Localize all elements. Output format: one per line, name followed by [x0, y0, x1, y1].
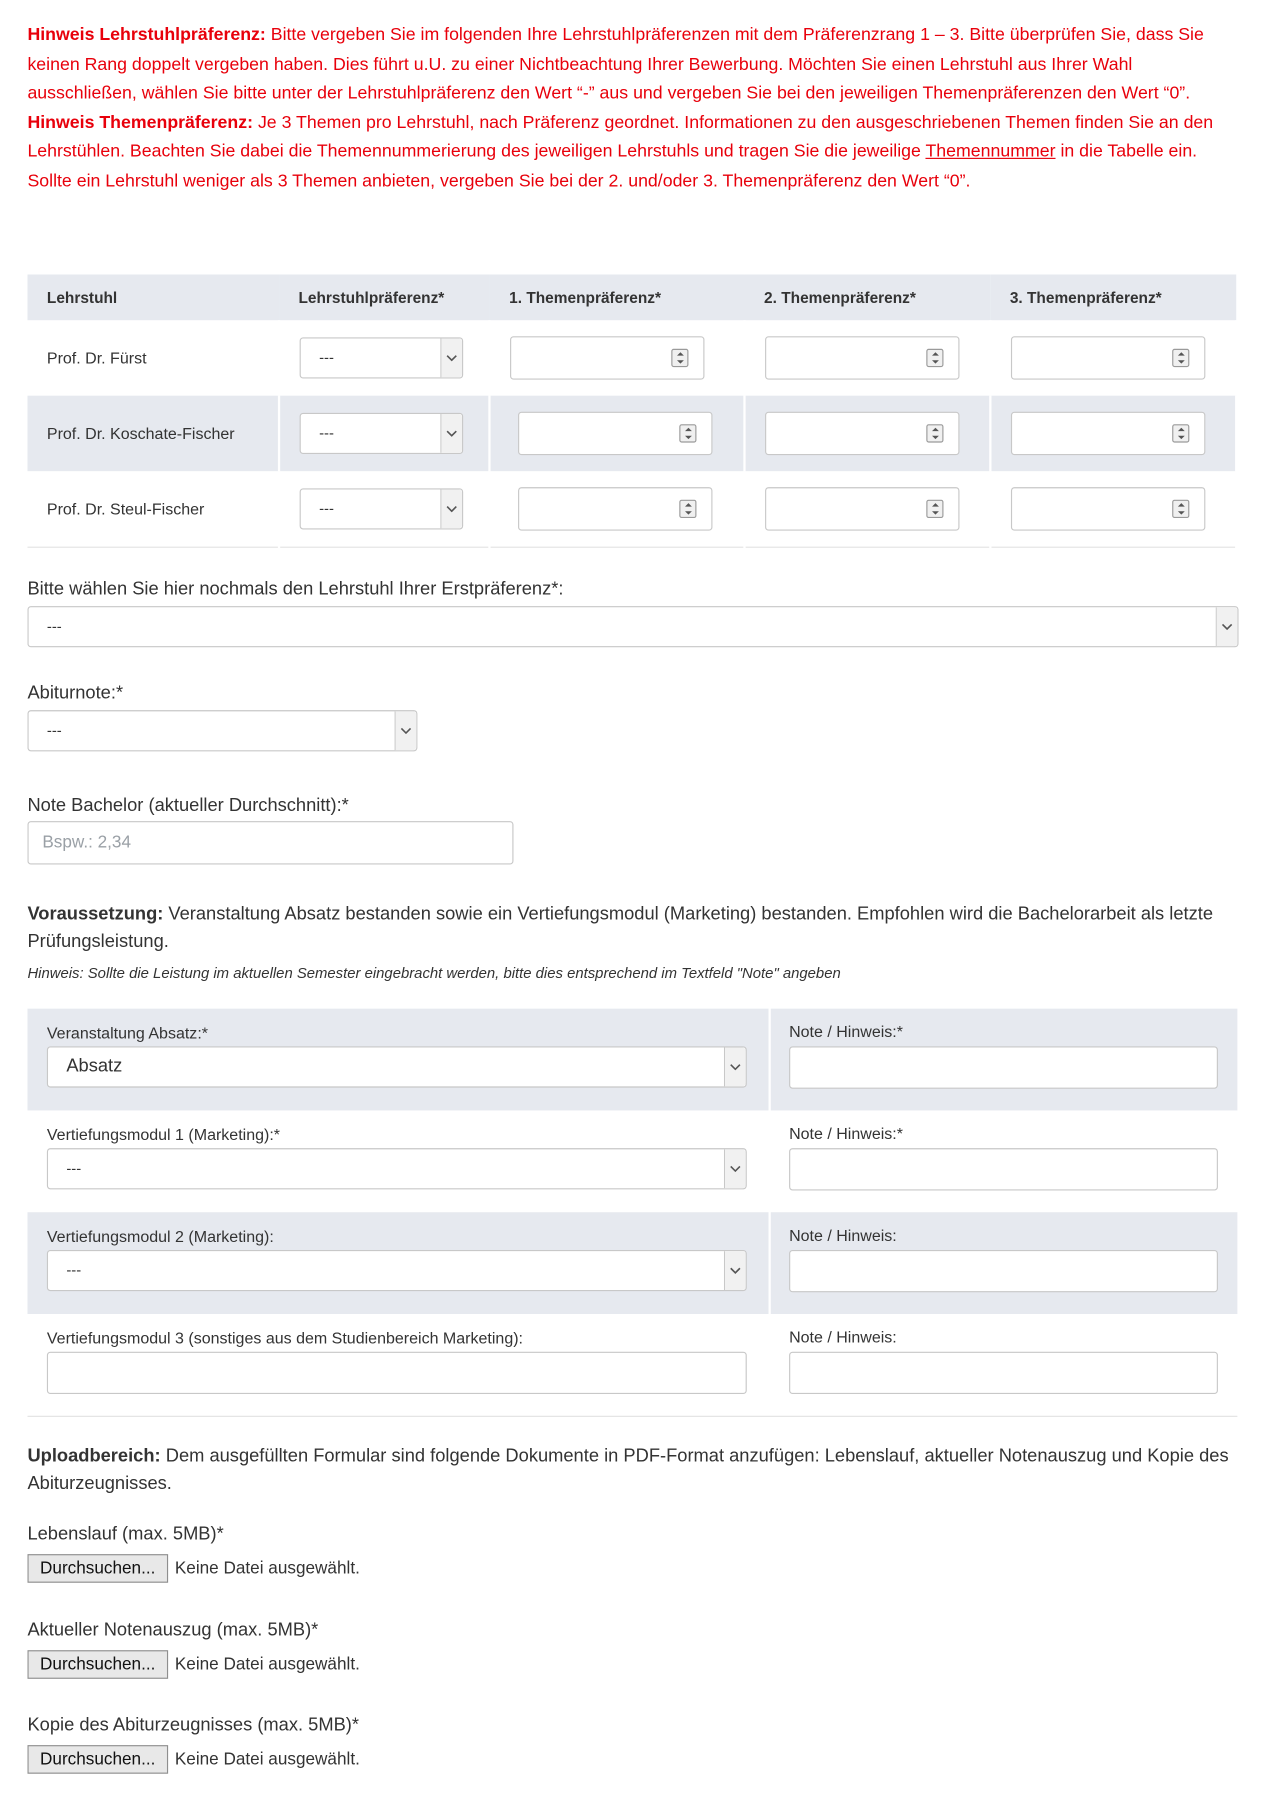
module-1-select[interactable]: ---	[47, 1148, 747, 1189]
file-status: Keine Datei ausgewählt.	[174, 1558, 360, 1579]
upload-intro: Uploadbereich: Dem ausgefüllten Formular sind folgende Dokumente in PDF-Format anzufügen: Lebenslauf, aktueller Notenauszug und Kopie des Abiturzeugnisses.	[27, 1446, 1229, 1494]
topic-1-input[interactable]	[518, 487, 712, 530]
topic-notice-title: Hinweis Themenpräferenz:	[27, 112, 254, 133]
module-2-select[interactable]: ---	[47, 1250, 747, 1291]
chevron-down-icon	[724, 1251, 746, 1290]
chevron-down-icon	[724, 1149, 746, 1188]
bachelor-grade-label: Note Bachelor (aktueller Durchschnitt):*	[27, 795, 349, 816]
topic-3-input[interactable]	[1011, 412, 1205, 455]
topic-1-input[interactable]	[518, 412, 712, 455]
bachelor-grade-input[interactable]: Bspw.: 2,34	[27, 821, 513, 864]
chair-notice-title: Hinweis Lehrstuhlpräferenz:	[27, 25, 266, 45]
abitur-copy-label: Kopie des Abiturzeugnisses (max. 5MB)*	[27, 1715, 360, 1735]
spinner-icon[interactable]	[672, 349, 689, 367]
spinner-icon[interactable]	[926, 424, 943, 442]
topic-notice-text: Je 3 Themen pro Lehrstuhl, nach Präferenz geordnet. Informationen zu den ausgeschriebenen Themen finden Sie an den Lehrstühlen. Beachten Sie dabei die Themennummerierung des jeweiligen Lehrstuhls und tragen Sie die jeweilige	[27, 112, 1214, 162]
spinner-icon[interactable]	[926, 499, 943, 517]
topic-3-input[interactable]	[1011, 487, 1205, 530]
note-input[interactable]	[789, 1250, 1218, 1292]
cv-label: Lebenslauf (max. 5MB)*	[27, 1524, 224, 1544]
prerequisite-text: Voraussetzung: Veranstaltung Absatz bestanden sowie ein Vertiefungsmodul (Marketing) bestanden. Empfohlen wird die Bachelorarbeit als letzte Prüfungsleistung.	[27, 904, 1214, 952]
topic-number-term: Themennummer	[925, 141, 1056, 162]
chair-name: Prof. Dr. Steul-Fischer	[27, 471, 279, 546]
chair-preference-table	[27, 274, 1237, 547]
module-3-input[interactable]	[47, 1352, 747, 1394]
prerequisite-title: Voraussetzung:	[27, 904, 164, 925]
first-preference-select[interactable]: ---	[27, 606, 1238, 647]
header-chair: Lehrstuhl	[27, 274, 279, 320]
topic-1-input[interactable]	[510, 336, 704, 379]
table-header-row	[27, 274, 1236, 320]
chevron-down-icon	[440, 489, 462, 528]
browse-button[interactable]: Durchsuchen...	[27, 1554, 168, 1583]
header-topic-2: 2. Themenpräferenz*	[745, 274, 991, 320]
module-table	[27, 1009, 1237, 1417]
table-row	[27, 1314, 1237, 1416]
header-topic-1: 1. Themenpräferenz*	[490, 274, 745, 320]
note-input[interactable]	[789, 1352, 1218, 1394]
header-topic-3: 3. Themenpräferenz*	[990, 274, 1236, 320]
module-label: Veranstaltung Absatz:*	[46, 1023, 208, 1042]
spinner-icon[interactable]	[680, 424, 697, 442]
table-row	[27, 1009, 1237, 1111]
abitur-grade-select[interactable]: ---	[27, 710, 417, 751]
chevron-down-icon	[1216, 607, 1238, 646]
first-preference-label: Bitte wählen Sie hier nochmals den Lehrstuhl Ihrer Erstpräferenz*:	[27, 579, 564, 600]
topic-2-input[interactable]	[765, 412, 959, 455]
note-input[interactable]	[789, 1148, 1218, 1190]
module-absatz-select[interactable]: Absatz	[47, 1046, 747, 1087]
spinner-icon[interactable]	[1172, 499, 1189, 517]
spinner-icon[interactable]	[680, 499, 697, 517]
note-label: Note / Hinweis:*	[789, 1124, 903, 1143]
module-label: Vertiefungsmodul 3 (sonstiges aus dem Studienbereich Marketing):	[46, 1328, 524, 1348]
chair-notice-text: Bitte vergeben Sie im folgenden Ihre Lehrstuhlpräferenzen mit dem Präferenzrang 1 – 3. Bitte überprüfen Sie, dass Sie keinen Rang doppelt vergeben haben. Dies führt u.U. zu einer Nichtbeachtung Ihrer Bewerbung. Möchten Sie einen Lehrstuhl aus Ihrer Wahl ausschließen, wählen Sie bitte unter der Lehrstuhlpräferenz den Wert “-” aus und vergeben Sie bei den jeweiligen Themenpräferenzen den Wert “0”.	[27, 25, 1204, 103]
prerequisite-hint: Hinweis: Sollte die Leistung im aktuellen Semester eingebracht werden, bitte dies entsprechend im Textfeld "Note" angeben	[27, 964, 841, 982]
table-row	[27, 471, 1236, 546]
chevron-down-icon	[724, 1048, 746, 1087]
upload-title: Uploadbereich:	[27, 1446, 161, 1467]
chair-preference-select[interactable]: ---	[300, 337, 464, 378]
spinner-icon[interactable]	[1172, 424, 1189, 442]
chair-name: Prof. Dr. Fürst	[27, 320, 279, 395]
abitur-label: Abiturnote:*	[27, 683, 124, 704]
file-status: Keine Datei ausgewählt.	[174, 1654, 360, 1675]
note-label: Note / Hinweis:	[789, 1225, 897, 1245]
chevron-down-icon	[440, 339, 462, 378]
chair-preference-select[interactable]: ---	[300, 488, 464, 529]
notice-box	[27, 21, 1239, 196]
module-label: Vertiefungsmodul 1 (Marketing):*	[46, 1125, 281, 1144]
chair-preference-select[interactable]: ---	[300, 413, 464, 454]
topic-notice-text-end: in die Tabelle ein. Sollte ein Lehrstuhl weniger als 3 Themen anbieten, vergeben Sie bei der 2. und/oder 3. Themenpräferenz den Wert “0”.	[27, 141, 1198, 191]
spinner-icon[interactable]	[1172, 349, 1189, 367]
transcript-label: Aktueller Notenauszug (max. 5MB)*	[27, 1620, 319, 1640]
chevron-down-icon	[395, 711, 417, 750]
topic-3-input[interactable]	[1011, 336, 1205, 379]
file-status: Keine Datei ausgewählt.	[174, 1749, 360, 1770]
browse-button[interactable]: Durchsuchen...	[27, 1745, 168, 1774]
note-label: Note / Hinweis:*	[789, 1022, 903, 1041]
table-row	[27, 1110, 1237, 1212]
table-row	[27, 320, 1236, 395]
header-chair-preference: Lehrstuhlpräferenz*	[279, 274, 490, 320]
spinner-icon[interactable]	[926, 349, 943, 367]
module-label: Vertiefungsmodul 2 (Marketing):	[46, 1227, 274, 1246]
topic-2-input[interactable]	[765, 487, 959, 530]
transcript-file-input	[27, 1650, 359, 1679]
table-row	[27, 396, 1236, 471]
table-row	[27, 1212, 1237, 1314]
chair-name: Prof. Dr. Koschate-Fischer	[27, 396, 279, 471]
abitur-copy-file-input	[27, 1745, 359, 1774]
chevron-down-icon	[440, 414, 462, 453]
note-input[interactable]	[789, 1046, 1218, 1088]
browse-button[interactable]: Durchsuchen...	[27, 1650, 168, 1679]
topic-2-input[interactable]	[765, 336, 959, 379]
note-label: Note / Hinweis:	[789, 1327, 897, 1347]
cv-file-input	[27, 1554, 359, 1583]
